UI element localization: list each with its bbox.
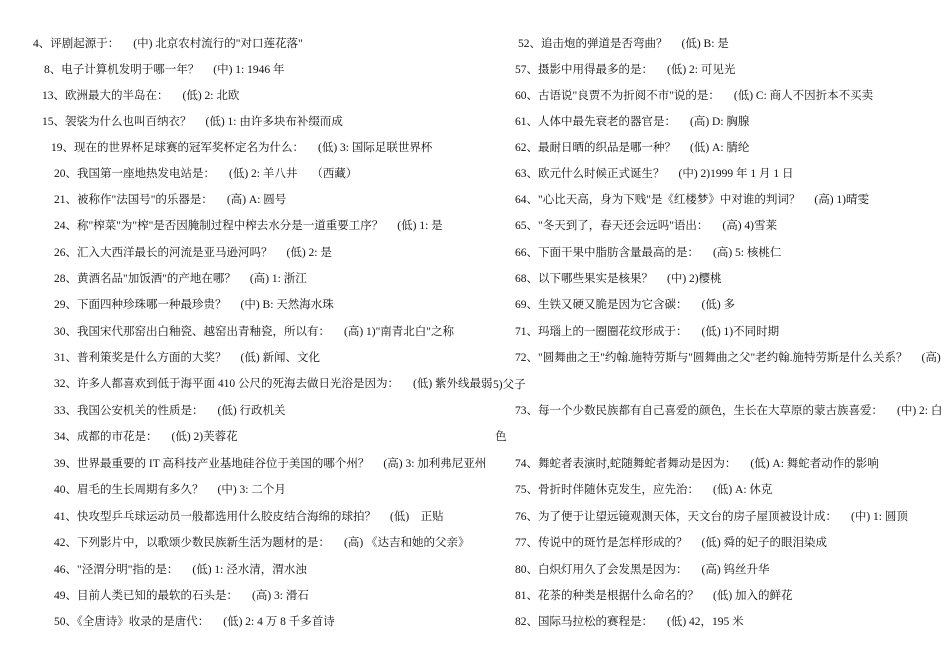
question-text: 42、下列影片中，以歌颂少数民族新生活为题材的是： — [54, 537, 330, 549]
question-item — [54, 246, 332, 260]
question-text: 63、欧元什么时候正式诞生？ — [515, 168, 665, 180]
question-text: 19、现在的世界杯足球赛的冠军奖杯定名为什么： — [51, 142, 304, 154]
question-item — [42, 89, 239, 103]
answer-text: (中) 北京农村流行的"对口莲花落" — [133, 38, 303, 50]
answer-text: (低) 舜的妃子的眼泪染成 — [701, 537, 828, 549]
question-text: 41、快攻型乒乓球运动员一般都选用什么胶皮结合海绵的球拍？ — [54, 511, 376, 523]
answer-text: (中) B: 天然海水珠 — [240, 299, 334, 311]
question-item — [515, 457, 879, 471]
question-item — [54, 325, 454, 339]
question-text: 68、以下哪些果实是核果？ — [515, 273, 653, 285]
question-item — [515, 141, 749, 155]
answer-text: (低) C: 商人不因折本不买卖 — [733, 90, 874, 102]
question-item — [515, 615, 744, 629]
answer-text: (低) A: 腈纶 — [690, 142, 750, 154]
question-item — [54, 272, 307, 286]
question-item — [54, 377, 493, 391]
question-text: 62、最耐日晒的织品是哪一种？ — [515, 142, 676, 154]
question-item — [54, 457, 486, 471]
question-text: 82、国际马拉松的赛程是： — [515, 616, 653, 628]
question-item — [515, 563, 770, 577]
answer-text: (高) 1: 浙江 — [249, 273, 307, 285]
question-item — [54, 219, 443, 233]
question-text: 76、为了便于让望远镜观测天体，天文台的房子屋顶被设计成： — [515, 511, 837, 523]
answer-text: (中) 2)樱桃 — [667, 273, 722, 285]
answer-text: (低) 2: 北欧 — [182, 90, 240, 102]
answer-text: (低) 正贴 — [390, 511, 444, 523]
question-item — [54, 298, 334, 312]
answer-text: (高) 4)雪莱 — [722, 220, 778, 232]
answer-text: (低) 1: 是 — [397, 220, 443, 232]
answer-text: (低) 42，195 米 — [667, 616, 744, 628]
question-text: 46、"泾渭分明"指的是： — [54, 564, 179, 576]
question-item — [54, 615, 335, 629]
answer-text: (低) A: 休克 — [713, 484, 773, 496]
answer-text: (低) 行政机关 — [217, 405, 286, 417]
answer-text: (低) 2: 4 万 8 千多首诗 — [223, 616, 335, 628]
answer-text: (高) — [921, 352, 941, 364]
question-item — [515, 272, 722, 286]
answer-text: (高) 《达吉和她的父亲》 — [344, 537, 470, 549]
question-text: 52、追击炮的弹道是否弯曲？ — [518, 38, 668, 50]
question-text: 66、下面干果中脂肪含量最高的是： — [515, 247, 699, 259]
question-text: 73、每一个少数民族都有自己喜爱的颜色，生长在大草原的蒙古族喜爱： — [515, 405, 883, 417]
question-item — [54, 193, 286, 207]
answer-text: (中) 1: 1946 年 — [213, 64, 285, 76]
question-item — [515, 404, 942, 418]
answer-text: (高) 3: 滑石 — [252, 590, 309, 602]
question-item — [44, 63, 284, 77]
question-text: 31、普利策奖是什么方面的大奖？ — [54, 352, 227, 364]
question-text: 34、成都的市花是： — [54, 431, 158, 443]
question-item — [515, 89, 873, 103]
question-text: 69、生铁又硬又脆是因为它含碳： — [515, 299, 688, 311]
question-text: 26、汇入大西洋最长的河流是亚马逊河吗？ — [54, 247, 273, 259]
question-text: 13、欧洲最大的半岛在： — [42, 90, 169, 102]
question-text: 30、我国宋代那窑出白釉瓷、越窑出青釉瓷，所以有： — [54, 326, 330, 338]
answer-text: (高) 1)晴雯 — [814, 194, 870, 206]
question-text: 21、被称作"法国号"的乐器是： — [54, 194, 213, 206]
answer-text: (低) A: 舞蛇者动作的影响 — [750, 458, 879, 470]
question-item — [54, 404, 286, 418]
question-text: 29、下面四种珍珠哪一种最珍贵？ — [54, 299, 227, 311]
question-text: 4、评剧起源于： — [33, 38, 120, 50]
question-item — [518, 37, 729, 51]
question-item — [515, 325, 779, 339]
question-text: 74、舞蛇者表演时,蛇随舞蛇者舞动是因为： — [515, 458, 737, 470]
question-text: 80、白炽灯用久了会发黑是因为： — [515, 564, 688, 576]
question-item — [515, 510, 908, 524]
question-text: 20、我国第一座地热发电站是： — [54, 168, 215, 180]
question-text: 64、"心比天高，身为下贱"是《红楼梦》中对谁的判词？ — [515, 194, 801, 206]
question-text: 39、世界最重要的 IT 高科技产业基地硅谷位于美国的哪个州？ — [54, 458, 370, 470]
question-item — [54, 563, 307, 577]
answer-text: (中) 3: 二个月 — [217, 484, 286, 496]
question-item — [515, 483, 772, 497]
wrapped-answer-fragment: 色 — [495, 431, 507, 443]
question-text: 77、传说中的斑竹是怎样形成的？ — [515, 537, 688, 549]
question-item — [515, 246, 781, 260]
question-item — [54, 589, 309, 603]
answer-text: (低) 1: 泾水清，渭水浊 — [192, 564, 307, 576]
answer-text: (低) 加入的鲜花 — [713, 590, 793, 602]
question-text: 40、眉毛的生长周期有多久？ — [54, 484, 204, 496]
answer-text: (高) 5: 核桃仁 — [713, 247, 782, 259]
question-text: 57、摄影中用得最多的是： — [515, 64, 653, 76]
answer-text: (中) 2: 白 — [897, 405, 943, 417]
question-item — [54, 510, 444, 524]
question-item — [515, 351, 941, 365]
question-item — [515, 536, 827, 550]
question-text: 24、称"榨菜"为"榨"是否因腌制过程中榨去水分是一道重要工序？ — [54, 220, 384, 232]
question-item — [515, 115, 749, 129]
question-text: 32、许多人都喜欢到低于海平面 410 公尺的死海去做日光浴是因为： — [54, 378, 399, 390]
answer-text: (低) 2: 可见光 — [667, 64, 736, 76]
answer-text: (中) 2)1999 年 1 月 1 日 — [678, 168, 794, 180]
question-text: 50、《全唐诗》收录的是唐代： — [54, 616, 210, 628]
question-item — [54, 351, 320, 365]
question-text: 15、袈裟为什么也叫百纳衣？ — [42, 116, 192, 128]
question-item — [515, 298, 735, 312]
question-item — [33, 37, 303, 51]
question-item — [515, 219, 777, 233]
question-item — [42, 115, 343, 129]
question-text: 72、"圆舞曲之王"约翰.施特劳斯与"圆舞曲之父"老约翰.施特劳斯是什么关系？ — [515, 352, 908, 364]
question-text: 28、黄酒名品"加饭酒"的产地在哪？ — [54, 273, 236, 285]
question-text: 8、电子计算机发明于哪一年？ — [44, 64, 200, 76]
question-text: 75、骨折时伴随休克发生，应先治： — [515, 484, 699, 496]
answer-text: (低) B: 是 — [681, 38, 729, 50]
question-item — [515, 589, 793, 603]
question-text: 71、玛瑙上的一圈圈花纹形成于： — [515, 326, 688, 338]
question-text: 33、我国公安机关的性质是： — [54, 405, 204, 417]
answer-text: (低) 多 — [701, 299, 736, 311]
question-item — [54, 536, 470, 550]
answer-text: (低) 1: 由许多块布补缀而成 — [205, 116, 343, 128]
wrapped-answer-fragment: 5)父子 — [493, 379, 526, 391]
answer-text: (低) 2: 羊八井 — [229, 168, 298, 180]
question-text: 61、人体中最先衰老的器官是： — [515, 116, 676, 128]
question-item — [51, 141, 432, 155]
answer-text: (低) 2)芙蓉花 — [171, 431, 238, 443]
answer-text: (低) 紫外线最弱 — [413, 378, 493, 390]
answer-note: （西藏） — [311, 168, 358, 180]
answer-text: (低) 2: 是 — [286, 247, 332, 259]
question-item — [515, 167, 794, 181]
question-text: 65、"冬天到了，春天还会远吗"语出： — [515, 220, 709, 232]
answer-text: (高) D: 胸腺 — [690, 116, 750, 128]
answer-text: (高) 钨丝升华 — [701, 564, 770, 576]
question-text: 81、花茶的种类是根据什么命名的？ — [515, 590, 699, 602]
question-text: 49、目前人类已知的最软的石头是： — [54, 590, 238, 602]
answer-text: (低) 3: 国际足联世界杯 — [318, 142, 433, 154]
question-item — [54, 167, 357, 181]
answer-text: (高) A: 圆号 — [226, 194, 287, 206]
question-text: 60、古语说"良贾不为折阅不市"说的是： — [515, 90, 720, 102]
answer-text: (中) 1: 圆顶 — [851, 511, 908, 523]
answer-text: (高) 1)"南青北白"之称 — [344, 326, 455, 338]
question-item — [515, 63, 735, 77]
question-item — [515, 193, 869, 207]
answer-text: (低) 新闻、文化 — [240, 352, 321, 364]
answer-text: (高) 3: 加利弗尼亚州 — [383, 458, 487, 470]
answer-text: (低) 1)不同时期 — [701, 326, 780, 338]
question-item — [54, 483, 286, 497]
question-item — [54, 430, 238, 444]
